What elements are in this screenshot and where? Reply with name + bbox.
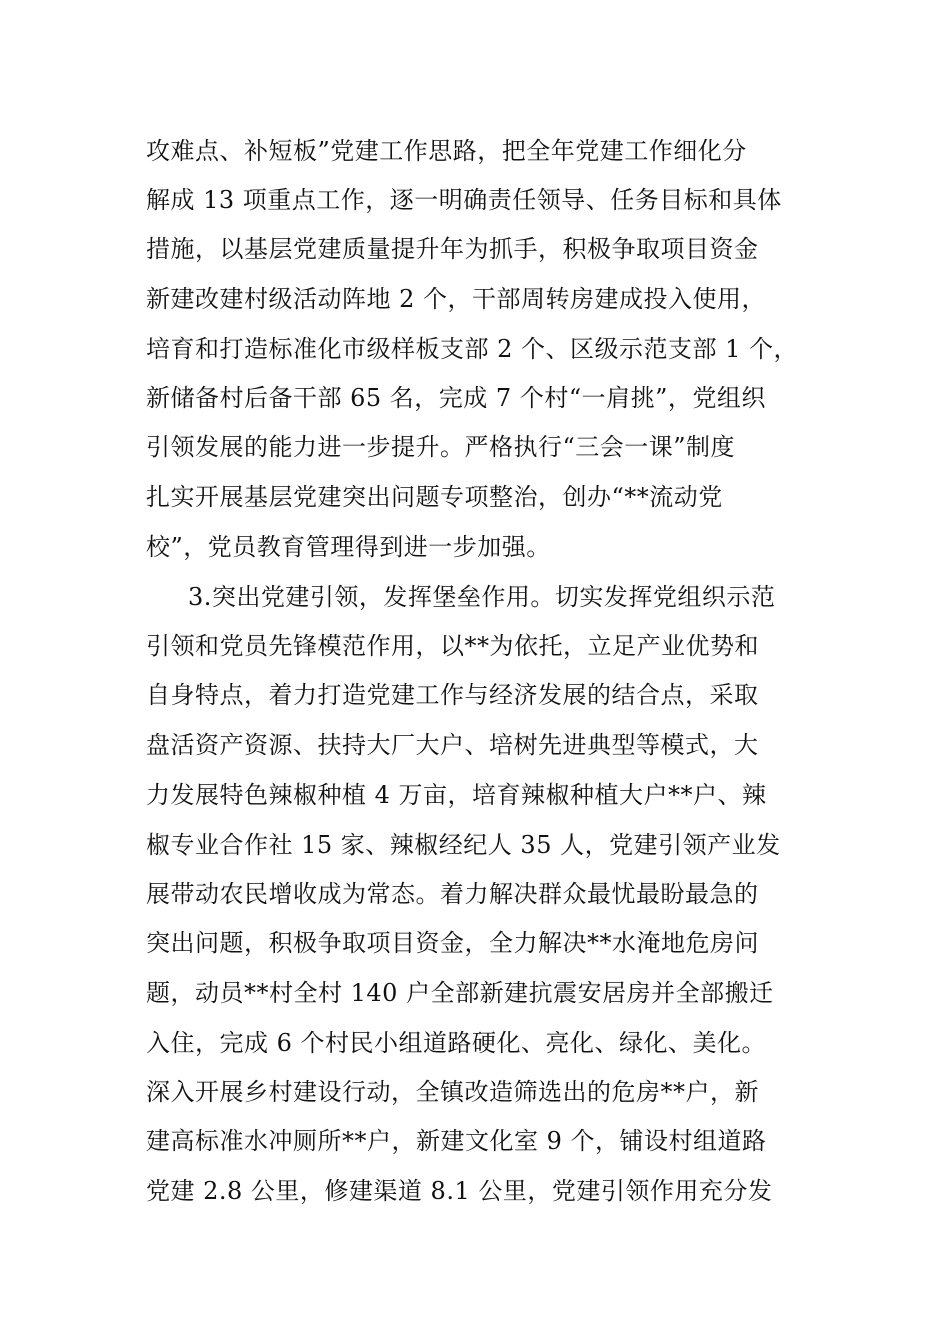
text-line: 自身特点，着力打造党建工作与经济发展的结合点，采取 bbox=[146, 681, 759, 709]
text-line: 新储备村后备干部 65 名，完成 7 个村“一肩挑”，党组织 bbox=[146, 384, 766, 412]
text-line: 题，动员**村全村 140 户全部新建抗震安居房并全部搬迁 bbox=[146, 979, 774, 1007]
text-line: 突出问题，积极争取项目资金，全力解决**水淹地危房问 bbox=[146, 929, 759, 957]
text-line: 引领和党员先锋模范作用，以**为依托，立足产业优势和 bbox=[146, 632, 759, 660]
text-line: 解成 13 项重点工作，逐一明确责任领导、任务目标和具体 bbox=[146, 186, 782, 214]
text-line: 党建 2.8 公里，修建渠道 8.1 公里，党建引领作用充分发 bbox=[146, 1177, 773, 1205]
text-line: 校”，党员教育管理得到进一步加强。 bbox=[146, 533, 551, 561]
text-line: 建高标准水冲厕所**户，新建文化室 9 个，铺设村组道路 bbox=[146, 1127, 767, 1155]
text-line: 盘活资产资源、扶持大厂大户、培树先进典型等模式，大 bbox=[146, 731, 759, 759]
text-line: 攻难点、补短板”党建工作思路，把全年党建工作细化分 bbox=[146, 137, 747, 165]
text-line: 展带动农民增收成为常态。着力解决群众最忧最盼最急的 bbox=[146, 880, 759, 908]
text-line: 力发展特色辣椒种植 4 万亩，培育辣椒种植大户**户、辣 bbox=[146, 781, 767, 809]
text-line: 深入开展乡村建设行动，全镇改造筛选出的危房**户，新 bbox=[146, 1078, 759, 1106]
text-line: 措施，以基层党建质量提升年为抓手，积极争取项目资金 bbox=[146, 235, 759, 263]
text-line: 引领发展的能力进一步提升。严格执行“三会一课”制度 bbox=[146, 433, 736, 461]
text-line: 入住，完成 6 个村民小组道路硬化、亮化、绿化、美化。 bbox=[146, 1029, 767, 1057]
text-line: 椒专业合作社 15 家、辣椒经纪人 35 人，党建引领产业发 bbox=[146, 831, 781, 859]
text-line: 扎实开展基层党建突出问题专项整治，创办“**流动党 bbox=[146, 483, 723, 511]
text-line: 培育和打造标准化市级样板支部 2 个、区级示范支部 1 个， bbox=[146, 335, 799, 363]
section-heading-line: 3.突出党建引领，发挥堡垒作用。切实发挥党组织示范 bbox=[188, 583, 776, 611]
text-line: 新建改建村级活动阵地 2 个，干部周转房建成投入使用， bbox=[146, 285, 767, 313]
